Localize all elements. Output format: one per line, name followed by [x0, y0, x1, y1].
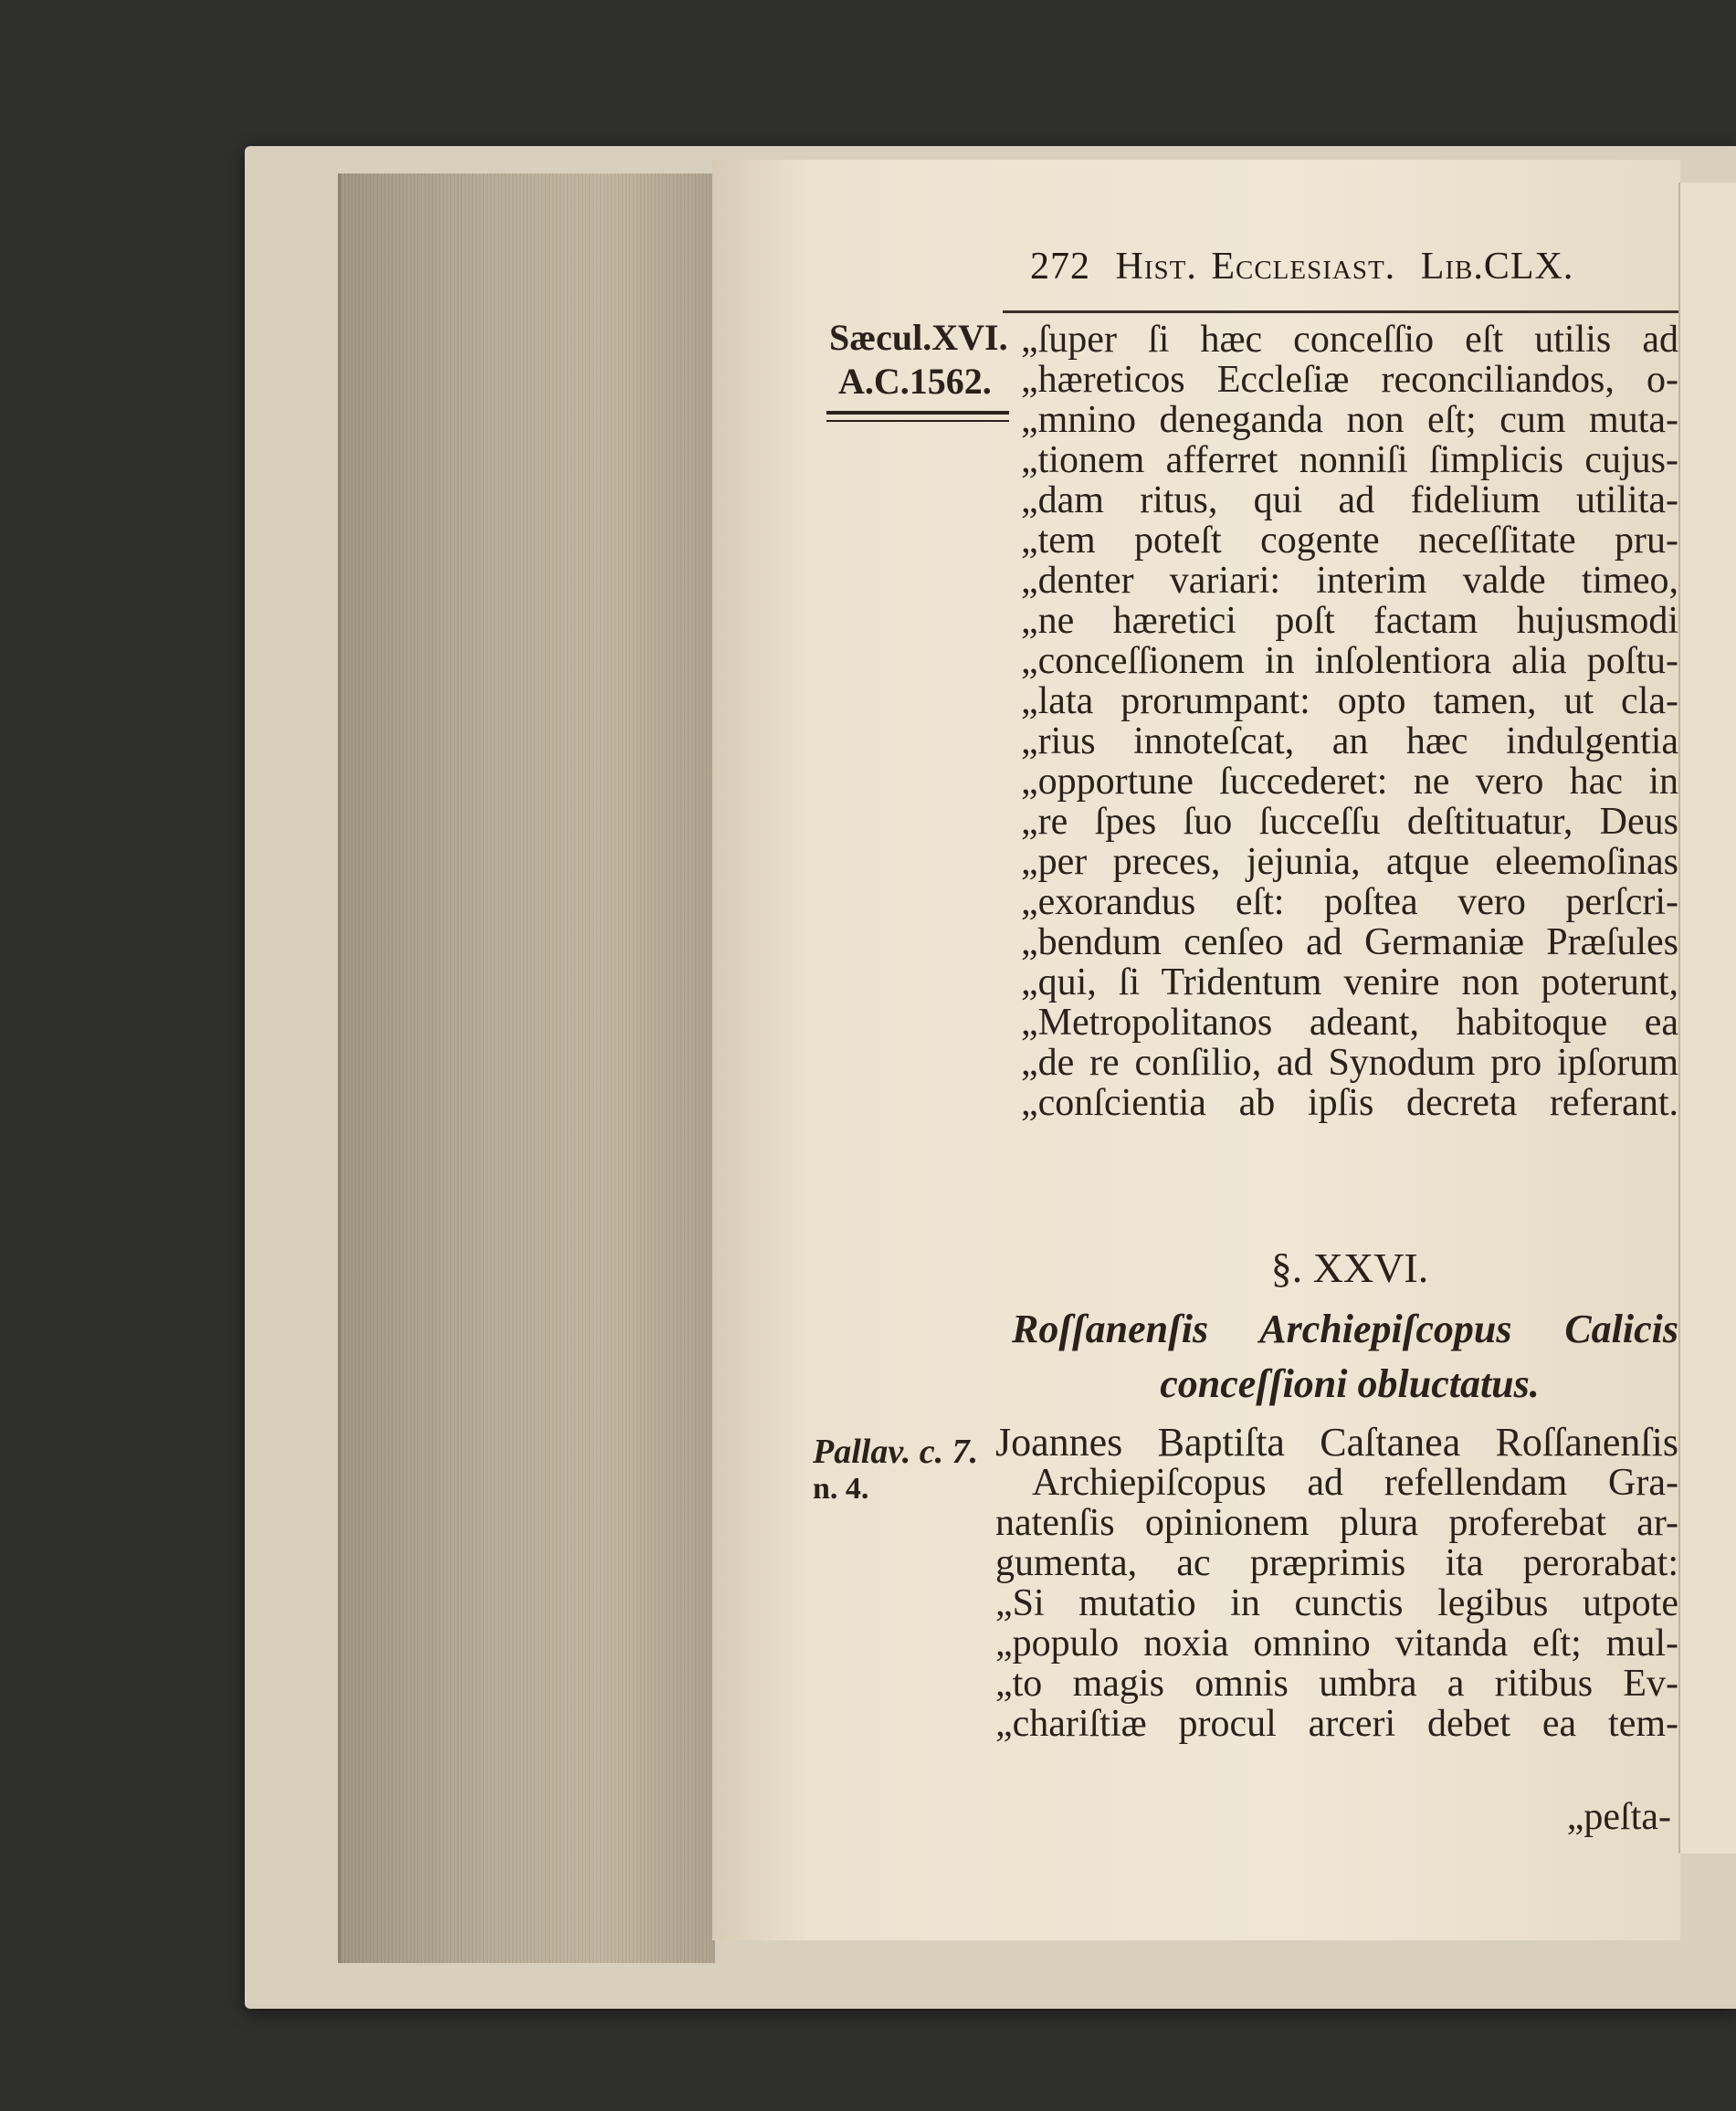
text-line: „exorandus eſt: poſtea vero perſcri- — [1021, 882, 1678, 922]
running-title-2: Ecclesiast. — [1211, 246, 1396, 288]
text-line: „Si mutatio in cunctis legibus utpote — [995, 1583, 1678, 1623]
text-line: „conſcientia ab ipſis decreta referant. — [1021, 1083, 1678, 1123]
text-line: „conceſſionem in inſolentiora alia poſtu- — [1021, 641, 1678, 681]
margin-rule — [826, 411, 1009, 415]
text-line: „de re conſilio, ad Synodum pro ipſorum — [1021, 1043, 1678, 1083]
page-edges — [338, 173, 715, 1963]
text-line: Joannes Baptiſta Caſtanea Roſſanenſis — [995, 1423, 1678, 1463]
text-line: Archiepiſcopus ad refellendam Gra- — [1032, 1463, 1678, 1503]
text-line: „populo noxia omnino vitanda eſt; mul- — [995, 1623, 1678, 1664]
text-line: „denter variari: interim valde timeo, — [1021, 561, 1678, 601]
text-line: „rius innoteſcat, an hæc indulgentia — [1021, 721, 1678, 761]
facing-page-edge — [1678, 183, 1736, 1854]
running-head — [1030, 245, 1660, 318]
margin-saeculum: Sæcul.XVI. — [829, 317, 1008, 358]
text-line: „tem poteſt cogente neceſſitate pru- — [1021, 520, 1678, 561]
body-text — [1021, 320, 1678, 1123]
text-line: „dam ritus, qui ad fidelium utilita- — [1021, 480, 1678, 520]
margin-reference-number: n. 4. — [813, 1472, 869, 1506]
running-book: Lib.CLX. — [1420, 246, 1574, 288]
text-line: „ſuper ſi hæc conceſſio eſt utilis ad — [1021, 320, 1678, 360]
text-line: „opportune ſuccederet: ne vero hac in — [1021, 761, 1678, 802]
text-line: „hæreticos Eccleſiæ reconciliandos, o- — [1021, 360, 1678, 400]
text-line: „ne hæretici poſt factam hujusmodi — [1021, 601, 1678, 641]
text-line: „qui, ſi Tridentum venire non poterunt, — [1021, 962, 1678, 1003]
section-heading-line-2: conceſſioni obluctatus. — [1160, 1361, 1540, 1406]
catchword: „peſta- — [1566, 1796, 1671, 1838]
text-line: „per preces, jejunia, atque eleemoſinas — [1021, 842, 1678, 882]
text-line: „Metropolitanos adeant, habitoque ea — [1021, 1003, 1678, 1043]
text-line: „tionem afferret nonniſi ſimplicis cujus- — [1021, 440, 1678, 480]
text-line: gumenta, ac præprimis ita perorabat: — [995, 1543, 1678, 1583]
header-rule — [1003, 310, 1678, 313]
text-line: „lata prorumpant: opto tamen, ut cla- — [1021, 681, 1678, 721]
section-heading-line-1: Roſſanenſis Archiepiſcopus Calicis — [1012, 1307, 1678, 1351]
margin-year: A.C.1562. — [838, 361, 992, 402]
paragraph-2 — [995, 1423, 1678, 1744]
text-line: „re ſpes ſuo ſucceſſu deſtituatur, Deus — [1021, 802, 1678, 842]
running-title-1: Hist. — [1115, 246, 1197, 288]
page-number: 272 — [1030, 246, 1090, 288]
text-line: „to magis omnis umbra a ritibus Ev- — [995, 1664, 1678, 1704]
text-line: „bendum cenſeo ad Germaniæ Præſules — [1021, 922, 1678, 962]
section-number: §. XXVI. — [1270, 1245, 1429, 1291]
text-line: „mnino deneganda non eſt; cum muta- — [1021, 400, 1678, 440]
margin-reference: Pallav. c. 7. — [813, 1433, 979, 1471]
text-line: natenſis opinionem plura proferebat ar- — [995, 1503, 1678, 1543]
text-line: „chariſtiæ procul arceri debet ea tem- — [995, 1704, 1678, 1744]
margin-rule-thin — [826, 420, 1009, 422]
